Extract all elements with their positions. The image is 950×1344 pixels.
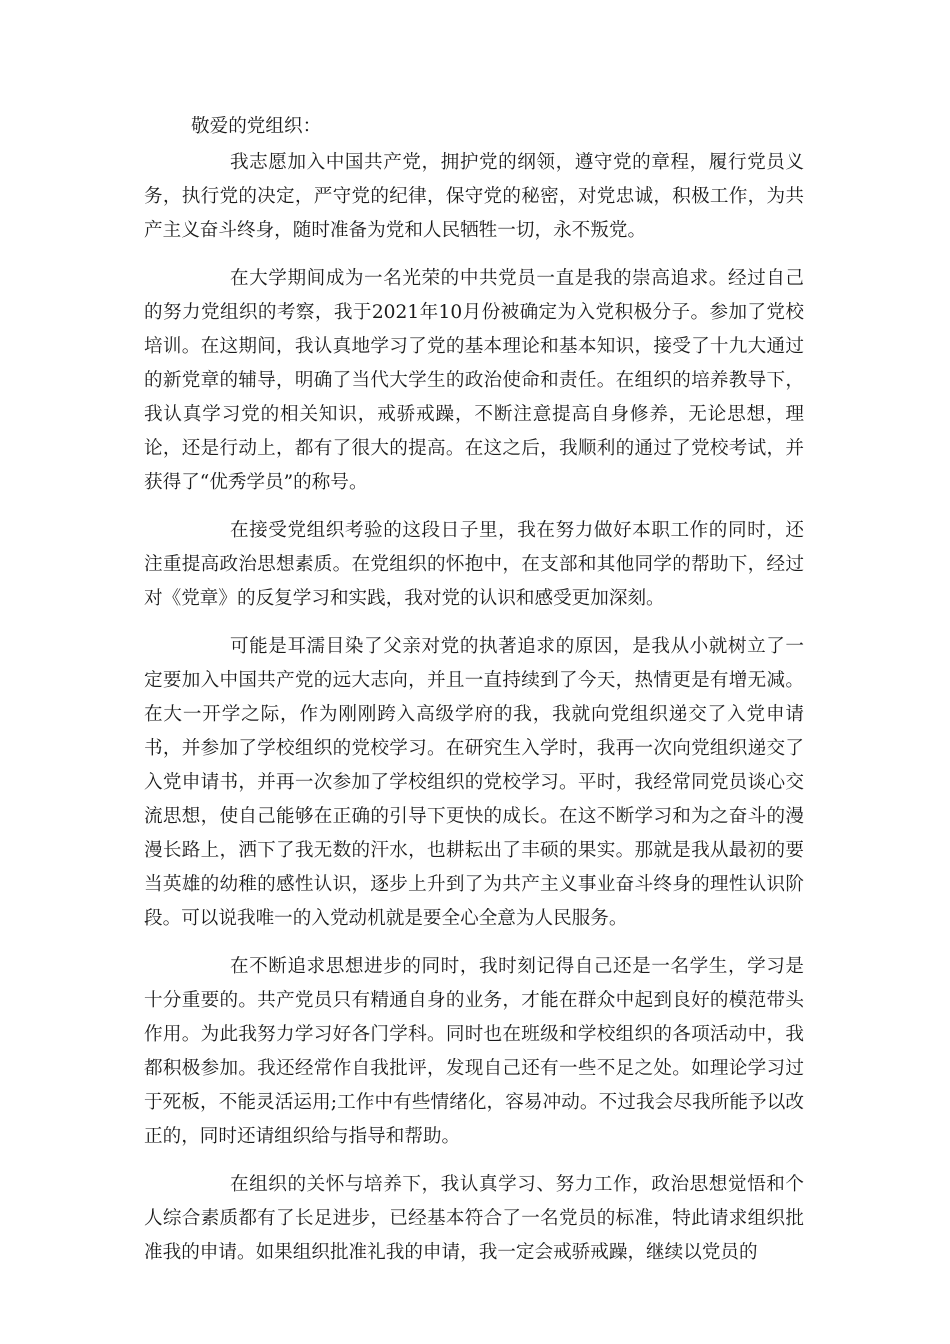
paragraph-motivation: 可能是耳濡目染了父亲对党的执著追求的原因，是我从小就树立了一定要加入中国共产党的远大志向，并且一直持续到了今天，热情更是有增无减。在大一开学之际，作为刚刚跨入高级学府的我，我就向党组织递交了入党申请书，并参加了学校组织的党校学习。在研究生入学时，我再一次向党组织递交了入党申请书，并再一次参加了学校组织的党校学习。平时，我经常同党员谈心交流思想，使自己能够在正确的引导下更快的成长。在这不断学习和为之奋斗的漫漫长路上，洒下了我无数的汗水，也耕耘出了丰硕的果实。那就是我从最初的要当英雄的幼稚的感性认识，逐步上升到了为共产主义事业奋斗终身的理性认识阶段。可以说我唯一的入党动机就是要全心全意为人民服务。 <box>144 636 804 929</box>
paragraph-probation: 在接受党组织考验的这段日子里，我在努力做好本职工作的同时，还注重提高政治思想素质。在党组织的怀抱中，在支部和其他同学的帮助下，经过对《党章》的反复学习和实践，我对党的认识和感受更加深刻。 <box>144 520 804 609</box>
paragraph-university: 在大学期间成为一名光荣的中共党员一直是我的崇高追求。经过自己的努力党组织的考察，我于2021年10月份被确定为入党积极分子。参加了党校培训。在这期间，我认真地学习了党的基本理论和基本知识，接受了十九大通过的新党章的辅导，明确了当代大学生的政治使命和责任。在组织的培养教导下，我认真学习党的相关知识，戒骄戒躁，不断注意提高自身修养，无论思想，理论，还是行动上，都有了很大的提高。在这之后，我顺利的通过了党校考试，并获得了“优秀学员”的称号。 <box>144 268 804 493</box>
salutation: 敬爱的党组织： <box>191 116 322 137</box>
paragraph-oath: 我志愿加入中国共产党，拥护党的纲领，遵守党的章程，履行党员义务，执行党的决定，严守党的纪律，保守党的秘密，对党忠诚，积极工作，为共产主义奋斗终身，随时准备为党和人民牺牲一切，永不叛党。 <box>144 152 804 241</box>
paragraph-study: 在不断追求思想进步的同时，我时刻记得自己还是一名学生，学习是十分重要的。共产党员只有精通自身的业务，才能在群众中起到良好的模范带头作用。为此我努力学习好各门学科。同时也在班级和学校组织的各项活动中，我都积极参加。我还经常作自我批评，发现自己还有一些不足之处。如理论学习过于死板，不能灵活运用;工作中有些情绪化，容易冲动。不过我会尽我所能予以改正的，同时还请组织给与指导和帮助。 <box>144 956 804 1147</box>
paragraph-request: 在组织的关怀与培养下，我认真学习、努力工作，政治思想觉悟和个人综合素质都有了长足进步，已经基本符合了一名党员的标准，特此请求组织批准我的申请。如果组织批准礼我的申请，我一定会戒骄戒躁，继续以党员的 <box>144 1174 804 1263</box>
letter-body <box>144 110 804 1270</box>
